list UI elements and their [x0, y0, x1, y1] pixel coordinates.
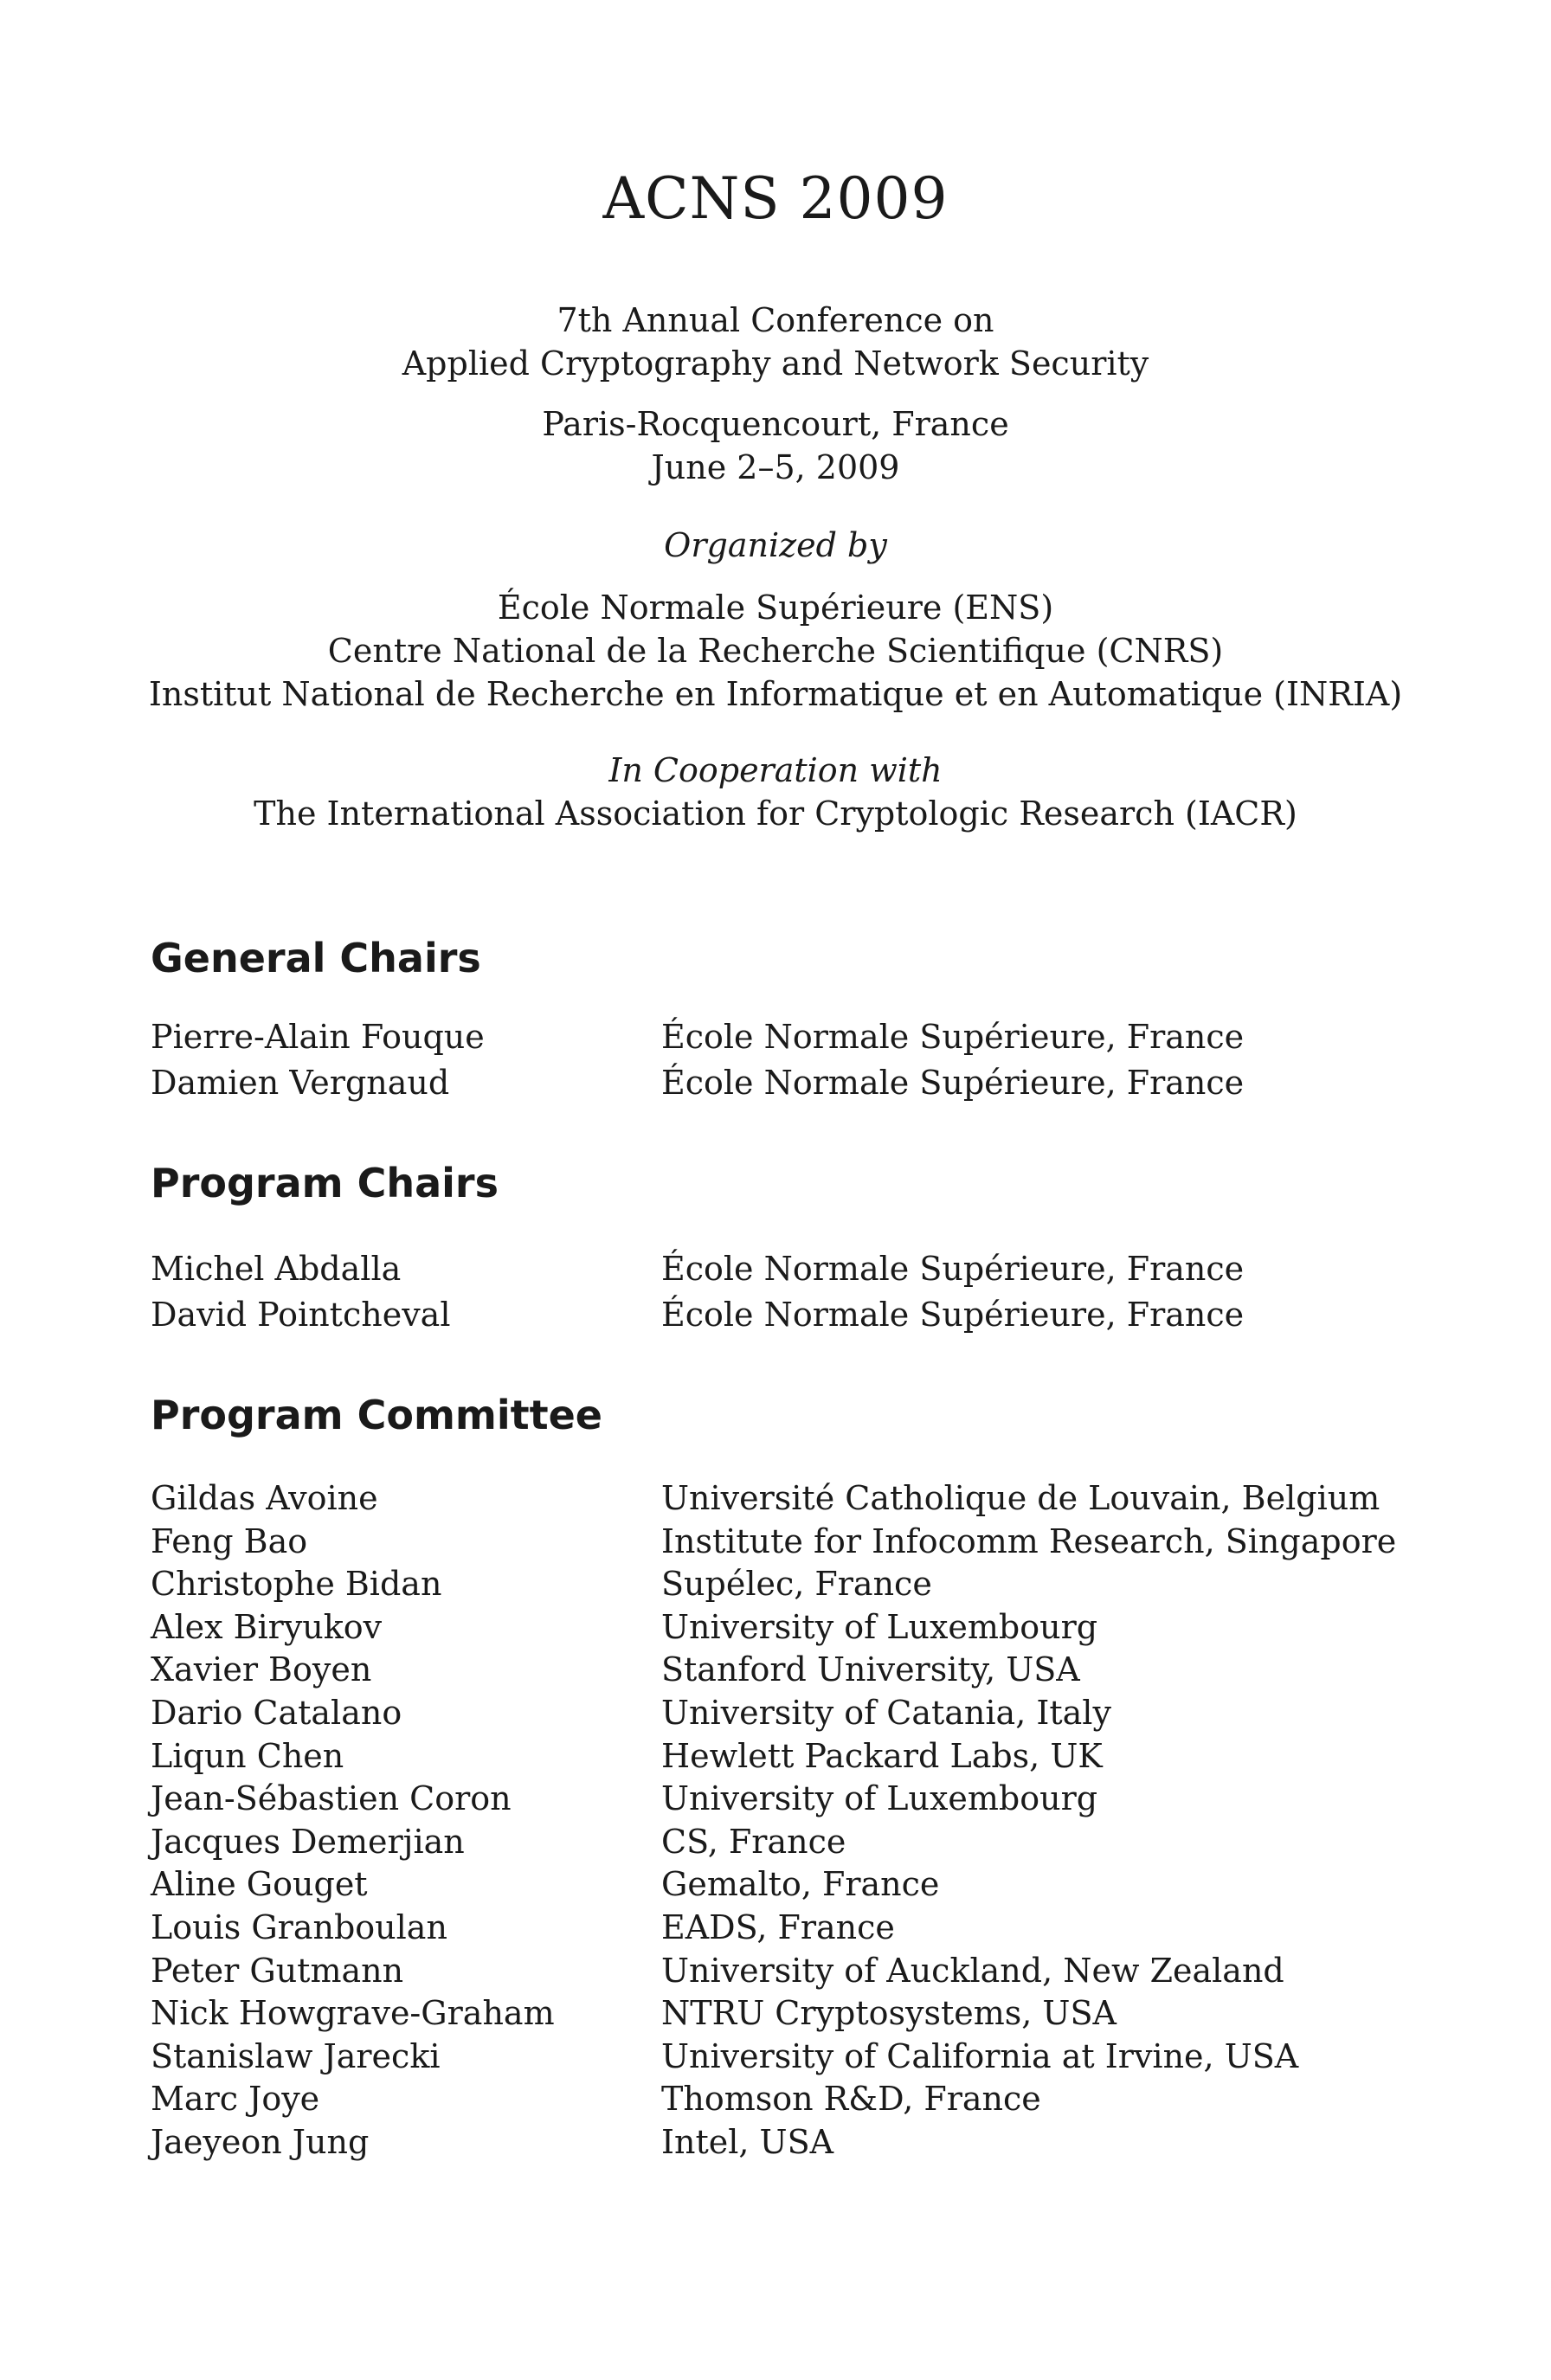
member-affiliation: University of Luxembourg — [661, 1779, 1098, 1818]
member-name: David Pointcheval — [151, 1296, 451, 1334]
cooperation-iacr: The International Association for Cryptologic Research (IACR) — [254, 794, 1297, 833]
general-chair-row — [151, 1060, 1449, 1106]
organizer-inria: Institut National de Recherche en Informatique et en Automatique (INRIA) — [148, 675, 1403, 713]
member-affiliation: École Normale Supérieure, France — [661, 1018, 1245, 1056]
conference-subtitle-line1: 7th Annual Conference on — [557, 301, 994, 339]
committee-row — [151, 1992, 1449, 2036]
member-affiliation: Institute for Infocomm Research, Singapore — [661, 1521, 1397, 1560]
organized-by-label: Organized by — [664, 526, 887, 564]
member-name: Michel Abdalla — [151, 1250, 402, 1288]
program-chair-row — [151, 1292, 1449, 1338]
member-affiliation: Université Catholique de Louvain, Belgium — [661, 1479, 1380, 1517]
conference-dates: June 2–5, 2009 — [651, 448, 900, 486]
member-name: Nick Howgrave-Graham — [151, 1994, 555, 2033]
member-affiliation: University of Catania, Italy — [661, 1693, 1111, 1732]
program-chairs-heading: Program Chairs — [151, 1160, 499, 1206]
member-name: Peter Gutmann — [151, 1951, 404, 1990]
member-name: Aline Gouget — [151, 1865, 368, 1904]
conference-title: ACNS 2009 — [602, 165, 949, 232]
committee-row — [151, 2121, 1449, 2165]
member-affiliation: CS, France — [661, 1822, 846, 1861]
member-name: Dario Catalano — [151, 1693, 402, 1732]
member-name: Stanislaw Jarecki — [151, 2036, 441, 2075]
member-name: Damien Vergnaud — [151, 1064, 450, 1102]
committee-row — [151, 1778, 1449, 1821]
member-affiliation: University of California at Irvine, USA — [661, 2036, 1299, 2075]
conference-subtitle-line2: Applied Cryptography and Network Security — [402, 344, 1149, 383]
committee-row — [151, 1863, 1449, 1907]
organizer-ens: École Normale Supérieure (ENS) — [497, 589, 1054, 627]
committee-row — [151, 1907, 1449, 1950]
member-affiliation: Stanford University, USA — [661, 1650, 1080, 1689]
committee-row — [151, 1735, 1449, 1779]
committee-row — [151, 1521, 1449, 1564]
member-affiliation: Thomson R&D, France — [661, 2080, 1041, 2119]
member-name: Gildas Avoine — [151, 1479, 378, 1517]
member-name: Christophe Bidan — [151, 1565, 442, 1604]
program-chairs-list — [151, 1246, 1449, 1338]
committee-row — [151, 2036, 1449, 2079]
member-name: Jacques Demerjian — [151, 1822, 465, 1861]
member-affiliation: École Normale Supérieure, France — [661, 1296, 1245, 1334]
committee-row — [151, 1649, 1449, 1692]
committee-row — [151, 1950, 1449, 1993]
member-name: Xavier Boyen — [151, 1650, 372, 1689]
member-affiliation: Supélec, France — [661, 1565, 932, 1604]
general-chairs-heading: General Chairs — [151, 935, 481, 981]
general-chairs-list — [151, 1014, 1449, 1106]
member-affiliation: Hewlett Packard Labs, UK — [661, 1736, 1103, 1775]
member-affiliation: University of Luxembourg — [661, 1607, 1098, 1646]
member-name: Liqun Chen — [151, 1736, 344, 1775]
committee-row — [151, 1563, 1449, 1606]
member-name: Feng Bao — [151, 1521, 308, 1560]
member-affiliation: EADS, France — [661, 1907, 895, 1946]
committee-row — [151, 1477, 1449, 1521]
program-committee-heading: Program Committee — [151, 1392, 602, 1438]
member-name: Jaeyeon Jung — [151, 2122, 370, 2161]
member-name: Louis Granboulan — [151, 1907, 447, 1946]
program-committee-list — [151, 1477, 1449, 2165]
general-chair-row — [151, 1014, 1449, 1060]
member-affiliation: École Normale Supérieure, France — [661, 1250, 1245, 1288]
member-affiliation: Intel, USA — [661, 2122, 834, 2161]
program-chair-row — [151, 1246, 1449, 1292]
cooperation-label: In Cooperation with — [608, 751, 943, 789]
member-affiliation: University of Auckland, New Zealand — [661, 1951, 1284, 1990]
committee-row — [151, 1821, 1449, 1864]
member-name: Pierre-Alain Fouque — [151, 1018, 485, 1056]
member-name: Alex Biryukov — [151, 1607, 383, 1646]
committee-row — [151, 1606, 1449, 1650]
organizer-cnrs: Centre National de la Recherche Scientifique (CNRS) — [327, 632, 1224, 670]
committee-row — [151, 2078, 1449, 2121]
member-name: Jean-Sébastien Coron — [151, 1779, 512, 1818]
member-name: Marc Joye — [151, 2080, 320, 2119]
member-affiliation: Gemalto, France — [661, 1865, 940, 1904]
member-affiliation: NTRU Cryptosystems, USA — [661, 1994, 1117, 2033]
member-affiliation: École Normale Supérieure, France — [661, 1064, 1245, 1102]
conference-location: Paris-Rocquencourt, France — [542, 405, 1009, 443]
committee-row — [151, 1692, 1449, 1735]
